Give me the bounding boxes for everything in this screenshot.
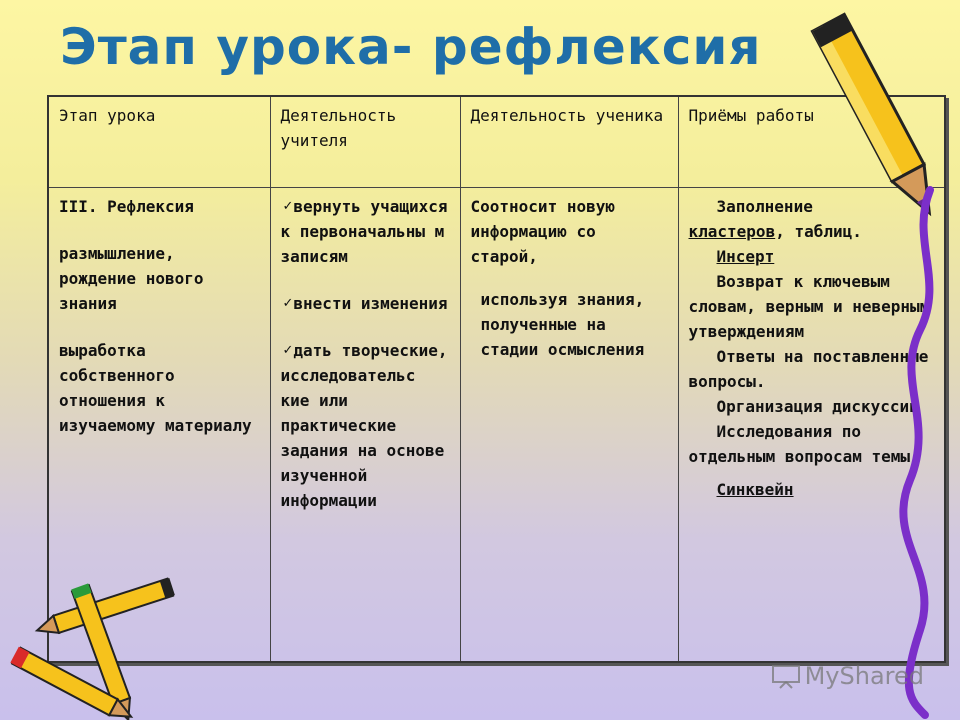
cell-student-activity xyxy=(460,188,678,663)
header-student-activity: Деятельность ученика xyxy=(460,96,678,188)
checkmark-icon: ✓ xyxy=(282,296,294,311)
technique-answers: Ответы на поставленные вопросы. xyxy=(688,347,929,391)
checkmark-icon: ✓ xyxy=(282,199,294,214)
stage-goal-2: выработка собственного отношения к изучаемому материалу xyxy=(59,341,252,435)
header-teacher-activity: Деятельность учителя xyxy=(270,96,460,188)
technique-research: Исследования по отдельным вопросам темы. xyxy=(688,422,920,466)
technique-clusters: Заполнение кластеров, таблиц. Инсерт xyxy=(688,197,862,266)
presentation-icon xyxy=(771,663,801,689)
teacher-item: ✓дать творческие, исследовательс кие или практические задания на основе изученной информации xyxy=(280,341,448,510)
watermark xyxy=(771,662,924,690)
stage-goal-1: размышление, рождение нового знания xyxy=(59,244,204,313)
header-stage: Этап урока xyxy=(48,96,270,188)
slide-title: Этап урока- рефлексия xyxy=(60,18,762,76)
link-insert[interactable]: Инсерт xyxy=(716,247,775,266)
technique-discussion: Организация дискуссий xyxy=(716,397,919,416)
technique-return: Возврат к ключевым словам, верным и неверным утверждениям xyxy=(688,272,930,341)
pencils-bottom-left-icon xyxy=(0,570,200,720)
link-clusters[interactable]: кластеров xyxy=(688,222,776,241)
stage-name: III. Рефлексия xyxy=(59,197,194,216)
teacher-item: ✓внести изменения xyxy=(282,294,448,313)
teacher-item: ✓вернуть учащихся к первоначальны м записям xyxy=(280,197,448,266)
cell-teacher-activity xyxy=(270,188,460,663)
purple-squiggle-icon xyxy=(890,180,960,720)
checkmark-icon: ✓ xyxy=(282,343,294,358)
student-activity-2: используя знания, полученные на стадии осмысления xyxy=(480,290,645,359)
student-activity-1: Соотносит новую информацию со старой, xyxy=(470,197,615,266)
header-techniques: Приёмы работы xyxy=(678,96,945,188)
link-sinkwein[interactable]: Синквейн xyxy=(716,480,794,499)
watermark-text: MyShared xyxy=(804,662,924,690)
